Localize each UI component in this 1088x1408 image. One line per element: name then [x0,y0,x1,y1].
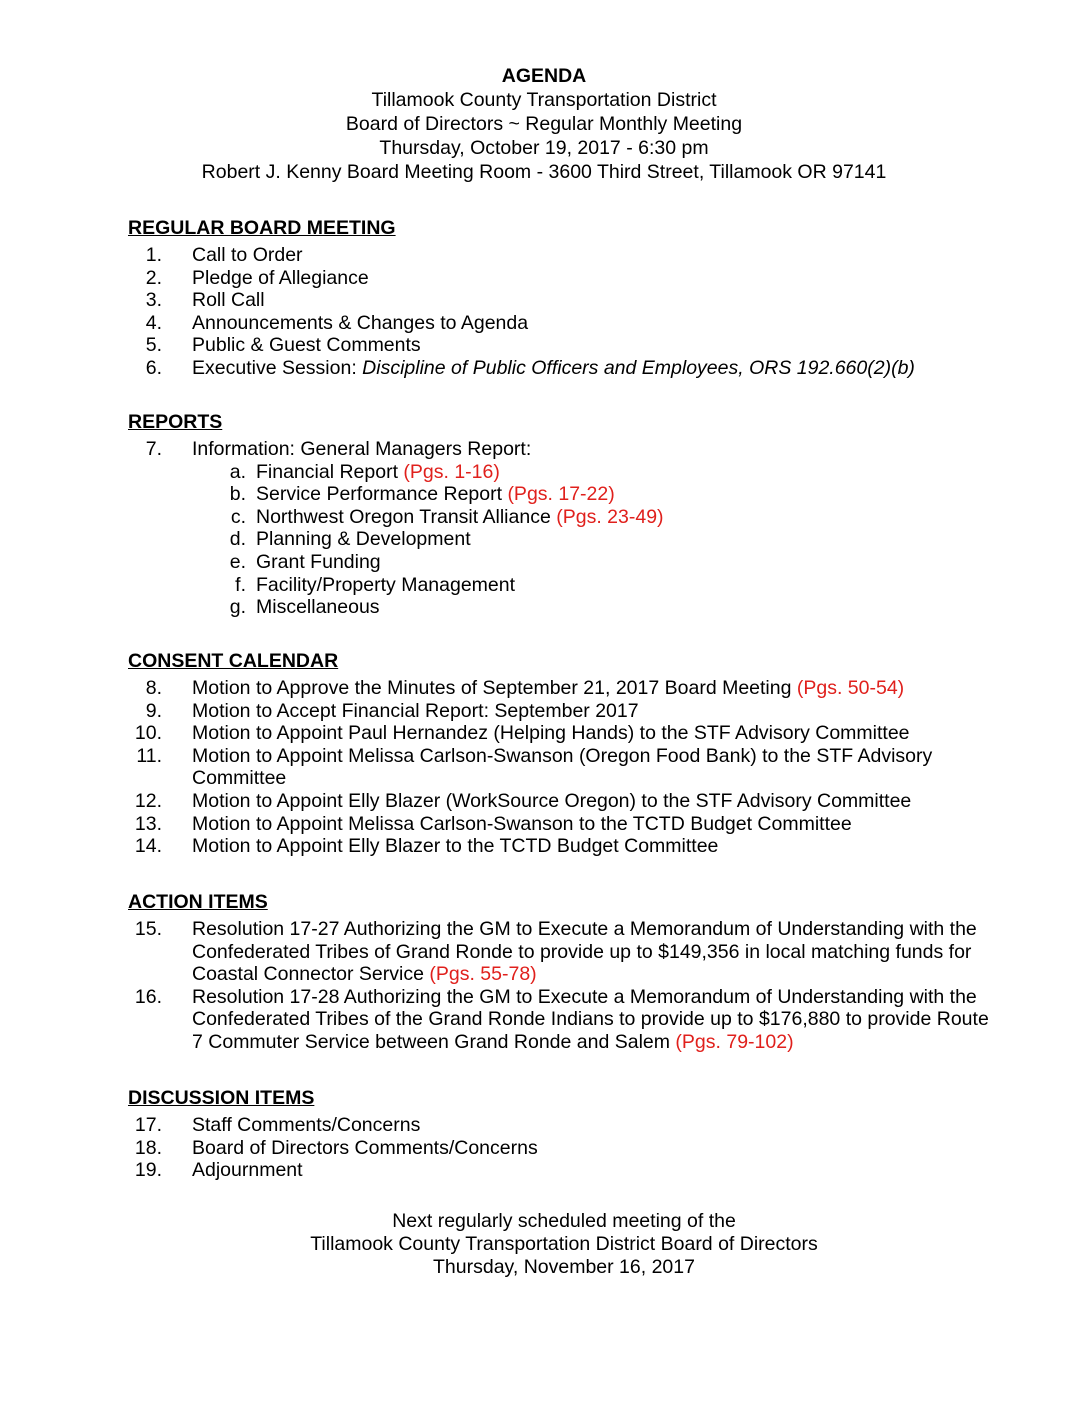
section-reports [128,410,1028,619]
list-item [128,986,1002,1054]
item-text: Pledge of Allegiance [192,266,369,289]
sub-item [128,574,1028,597]
list-item [128,835,1028,858]
sub-item-letter: g. [229,596,246,619]
list-item [128,722,1028,745]
meeting-name: Board of Directors ~ Regular Monthly Meeting [345,113,743,135]
item-text: Call to Order [192,244,303,266]
item-italic-text: Discipline of Public Officers and Employees, ORS 192.660(2)(b) [362,356,915,379]
sub-item [128,596,1028,619]
sub-item-text: Miscellaneous [256,596,380,619]
section-heading: REPORTS [128,411,223,433]
item-text: Resolution 17-27 Authorizing the GM to Execute a Memorandum of Understanding with the Confederated Tribes of Grand Ronde to provide up to $149,356 in local matching funds for Coastal Connector Service [192,918,977,986]
item-number: 9. [145,699,162,722]
item-text: Board of Directors Comments/Concerns [192,1136,538,1159]
list-item [128,438,1028,461]
list-item [128,677,1028,700]
sub-item-text: Facility/Property Management [256,573,516,596]
sub-item [128,506,1028,529]
item-text: Adjournment [192,1159,303,1182]
page-reference: (Pgs. 17-22) [507,483,615,506]
item-number: 8. [145,677,162,699]
sub-item-text: Planning & Development [256,528,471,551]
next-meeting-date: Thursday, November 16, 2017 [433,1256,695,1278]
item-number: 5. [145,334,162,357]
section-consent-calendar [128,649,1028,858]
section-heading: DISCUSSION ITEMS [128,1087,315,1109]
list-item [128,813,1028,836]
sub-item-letter: e. [229,550,246,573]
item-number: 17. [134,1114,162,1136]
list-item [128,745,952,790]
page-reference: (Pgs. 23-49) [556,505,664,528]
item-text: Resolution 17-28 Authorizing the GM to Execute a Memorandum of Understanding with the Confederated Tribes of the Grand Ronde Indians to provide up to $176,880 to provide Route 7 Commuter Service between Grand Ronde and Salem [192,985,989,1053]
sub-item [128,483,1028,506]
page-reference: (Pgs. 55-78) [429,963,537,986]
list-item [128,334,1028,357]
sub-item-letter: d. [229,528,246,551]
item-text: Motion to Appoint Paul Hernandez (Helping Hands) to the STF Advisory Committee [192,722,910,745]
list-item [128,918,992,986]
sub-item [128,528,1028,551]
sub-item-letter: a. [229,460,246,483]
item-text: Announcements & Changes to Agenda [192,311,529,334]
sub-item-letter: b. [229,483,246,506]
item-number: 1. [145,244,162,266]
item-text: Motion to Approve the Minutes of September 21, 2017 Board Meeting [192,677,797,699]
sub-item [128,551,1028,574]
list-item [128,357,1028,380]
sub-item-letter: c. [230,505,246,528]
item-text: Information: General Managers Report: [192,438,532,460]
item-text: Motion to Accept Financial Report: September 2017 [192,699,639,722]
list-item [128,244,1028,267]
item-text: Motion to Appoint Elly Blazer (WorkSource Oregon) to the STF Advisory Committee [192,789,912,812]
footer-line: Next regularly scheduled meeting of the [392,1210,736,1232]
organization-name: Tillamook County Transportation District [371,89,717,111]
section-heading: ACTION ITEMS [128,891,268,913]
list-item [128,289,1028,312]
item-text: Roll Call [192,289,265,312]
item-number: 11. [136,744,162,767]
item-number: 14. [134,835,162,858]
item-number: 7. [145,438,162,460]
page-reference: (Pgs. 1-16) [403,460,500,483]
next-meeting-footer [0,1210,1088,1279]
item-number: 19. [134,1159,162,1182]
list-item [128,1159,1028,1182]
sub-item [128,461,1028,484]
list-item [128,700,1028,723]
list-item [128,267,1028,290]
list-item [128,1137,1028,1160]
item-number: 3. [145,289,162,312]
item-text: Motion to Appoint Melissa Carlson-Swanson to the TCTD Budget Committee [192,812,852,835]
item-number: 18. [134,1136,162,1159]
page-reference: (Pgs. 79-102) [675,1030,794,1053]
item-text: Public & Guest Comments [192,334,421,357]
item-number: 13. [134,812,162,835]
list-item [128,1114,1028,1137]
item-number: 15. [134,918,162,940]
agenda-header [0,64,1088,184]
meeting-datetime: Thursday, October 19, 2017 - 6:30 pm [379,137,709,159]
item-number: 10. [134,722,162,745]
list-item [128,790,1028,813]
section-heading: REGULAR BOARD MEETING [128,217,396,239]
item-number: 16. [134,985,162,1008]
item-text: Motion to Appoint Elly Blazer to the TCTD Budget Committee [192,835,719,858]
list-item [128,312,1028,335]
item-number: 4. [145,311,162,334]
page-reference: (Pgs. 50-54) [796,677,905,699]
item-number: 2. [145,266,162,289]
section-regular-board-meeting [128,216,1028,380]
item-text: Executive Session: [192,356,363,379]
item-number: 12. [134,789,162,812]
meeting-location: Robert J. Kenny Board Meeting Room - 3600 Third Street, Tillamook OR 97141 [201,161,887,183]
sub-item-text: Service Performance Report [256,483,508,506]
item-number: 6. [145,356,162,379]
sub-item-text: Grant Funding [256,550,381,573]
item-text: Motion to Appoint Melissa Carlson-Swanson (Oregon Food Bank) to the STF Advisory Committee [192,744,933,790]
sub-item-letter: f. [235,573,246,596]
sub-item-text: Northwest Oregon Transit Alliance [256,505,557,528]
section-heading: CONSENT CALENDAR [128,650,339,672]
section-action-items [128,890,1028,1054]
item-text: Staff Comments/Concerns [192,1114,421,1136]
page-title: AGENDA [501,65,587,87]
section-discussion-items [128,1086,1028,1182]
sub-item-text: Financial Report [256,460,404,483]
footer-line: Tillamook County Transportation District Board of Directors [310,1233,818,1255]
